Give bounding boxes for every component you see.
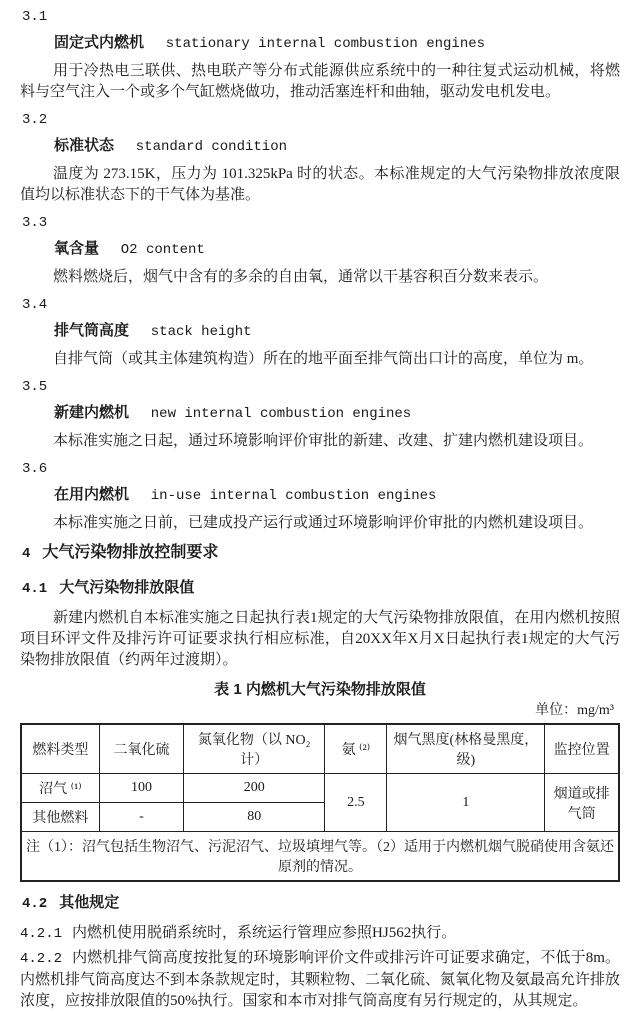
term-en-standard-condition: standard condition xyxy=(135,139,287,155)
heading-4-number: 4 xyxy=(22,546,31,562)
term-cn-o2-content: 氧含量 xyxy=(54,240,100,257)
heading-4-title: 大气污染物排放控制要求 xyxy=(42,544,219,561)
cell-nh3-merged: 2.5 xyxy=(325,774,387,832)
clause-4-1-body: 新建内燃机自本标准实施之日起执行表1规定的大气污染物排放限值，在用内燃机按照项目环评文件及排污许可证要求执行相应标准，自20XX年X月X日起执行表1规定的大气污染物排放限值（约两年过渡期）。 xyxy=(20,610,620,668)
term-en-new-ice: new internal combustion engines xyxy=(150,406,412,422)
clause-3-3-body: 燃料燃烧后，烟气中含有的多余的自由氧，通常以干基容积百分数来表示。 xyxy=(53,269,549,285)
term-cn-stack-height: 排气筒高度 xyxy=(54,322,130,339)
clause-3-6 xyxy=(20,460,620,534)
clause-3-5-number: 3.5 xyxy=(22,379,48,395)
cell-so2-other: - xyxy=(99,803,183,832)
clause-3-2-number: 3.2 xyxy=(22,112,48,128)
clause-3-1-term xyxy=(54,33,620,54)
clause-3-6-body: 本标准实施之日前，已建成投产运行或通过环境影响评价审批的内燃机建设项目。 xyxy=(53,515,594,531)
table1-title: 表 1 内燃机大气污染物排放限值 xyxy=(214,681,426,698)
clause-3-1-body: 用于冷热电三联供、热电联产等分布式能源供应系统中的一种往复式运动机械，将燃料与空气注入一个或多个气缸燃烧做功，推动活塞连杆和曲轴，驱动发电机发电。 xyxy=(20,63,620,100)
table-row-biogas xyxy=(21,774,619,803)
term-en-stack-height: stack height xyxy=(150,324,252,340)
clause-4-2-2-number: 4.2.2 xyxy=(20,951,63,967)
clause-3-4-number: 3.4 xyxy=(22,297,48,313)
clause-3-5 xyxy=(20,378,620,452)
header-nox: 氮氧化物（以 NO₂ 计） xyxy=(184,724,325,774)
section-4-2 xyxy=(20,892,620,1012)
term-en-o2-content: O2 content xyxy=(120,242,205,258)
cell-blackness-merged: 1 xyxy=(387,774,545,832)
header-monitoring-location: 监控位置 xyxy=(545,724,619,774)
term-cn-inuse-ice: 在用内燃机 xyxy=(54,486,130,503)
heading-section-4-1 xyxy=(22,577,620,600)
clause-3-4-term xyxy=(54,321,620,342)
table1-unit: 单位：mg/m³ xyxy=(535,703,614,718)
clause-3-4-body: 自排气筒（或其主体建筑构造）所在的地平面至排气筒出口计的高度，单位为 m。 xyxy=(53,351,594,367)
clause-3-6-term xyxy=(54,485,620,506)
header-so2: 二氧化硫 xyxy=(99,724,183,774)
table-note-row xyxy=(21,832,619,882)
cell-nox-other: 80 xyxy=(184,803,325,832)
clause-3-3 xyxy=(20,214,620,288)
term-cn-standard-condition: 标准状态 xyxy=(54,137,115,154)
clause-3-3-term xyxy=(54,239,620,260)
clause-3-4 xyxy=(20,296,620,370)
cell-so2-biogas: 100 xyxy=(99,774,183,803)
term-cn-stationary-ice: 固定式内燃机 xyxy=(54,34,145,51)
clause-4-2-2-body: 内燃机排气筒高度按批复的环境影响评价文件或排污许可证要求确定，不低于8m。内燃机排气筒高度达不到本条款规定时，其颗粒物、二氧化硫、氮氧化物及氨最高允许排放浓度，应按排放限值的50%执行。国家和本市对排气筒高度有另行规定的，从其规定。 xyxy=(20,950,621,1009)
cell-fuel-other: 其他燃料 xyxy=(21,803,99,832)
cell-nox-biogas: 200 xyxy=(184,774,325,803)
clause-3-2-term xyxy=(54,136,620,157)
table1-emission-limits xyxy=(20,723,620,882)
term-cn-new-ice: 新建内燃机 xyxy=(54,404,130,421)
clause-4-2-1 xyxy=(20,923,620,945)
heading-4-2-number: 4.2 xyxy=(22,896,48,912)
clause-4-2-1-body: 内燃机使用脱硝系统时，系统运行管理应参照HJ562执行。 xyxy=(72,925,457,941)
table1-header-row xyxy=(21,724,619,774)
heading-4-1-number: 4.1 xyxy=(22,581,48,597)
heading-section-4-2 xyxy=(22,892,620,915)
heading-4-1-title: 大气污染物排放限值 xyxy=(59,579,195,596)
heading-4-2-title: 其他规定 xyxy=(59,894,120,911)
table1-note: 注（1）：沼气包括生物沼气、污泥沼气、垃圾填埋气等。（2）适用于内燃机烟气脱硝使用含氨还原剂的情况。 xyxy=(21,832,619,882)
cell-fuel-biogas: 沼气 ⁽¹⁾ xyxy=(21,774,99,803)
cell-location-merged: 烟道或排气筒 xyxy=(545,774,619,832)
clause-3-5-term xyxy=(54,403,620,424)
clause-3-1 xyxy=(20,8,620,103)
heading-section-4 xyxy=(22,542,620,565)
clause-3-2-body: 温度为 273.15K，压力为 101.325kPa 时的状态。本标准规定的大气污染物排放浓度限值均以标准状态下的干气体为基准。 xyxy=(20,166,620,203)
term-en-stationary-ice: stationary internal combustion engines xyxy=(165,36,486,52)
clause-3-5-body: 本标准实施之日起，通过环境影响评价审批的新建、改建、扩建内燃机建设项目。 xyxy=(53,433,594,449)
clause-3-3-number: 3.3 xyxy=(22,215,48,231)
header-smoke-blackness: 烟气黑度(林格曼黑度，级) xyxy=(387,724,545,774)
term-en-inuse-ice: in-use internal combustion engines xyxy=(150,488,437,504)
header-fuel-type: 燃料类型 xyxy=(21,724,99,774)
clause-3-1-number: 3.1 xyxy=(22,9,48,25)
clause-4-2-2 xyxy=(20,948,620,1012)
clause-3-2 xyxy=(20,111,620,206)
clause-4-2-1-number: 4.2.1 xyxy=(20,926,63,942)
header-nh3: 氨 ⁽²⁾ xyxy=(325,724,387,774)
clause-3-6-number: 3.6 xyxy=(22,461,48,477)
